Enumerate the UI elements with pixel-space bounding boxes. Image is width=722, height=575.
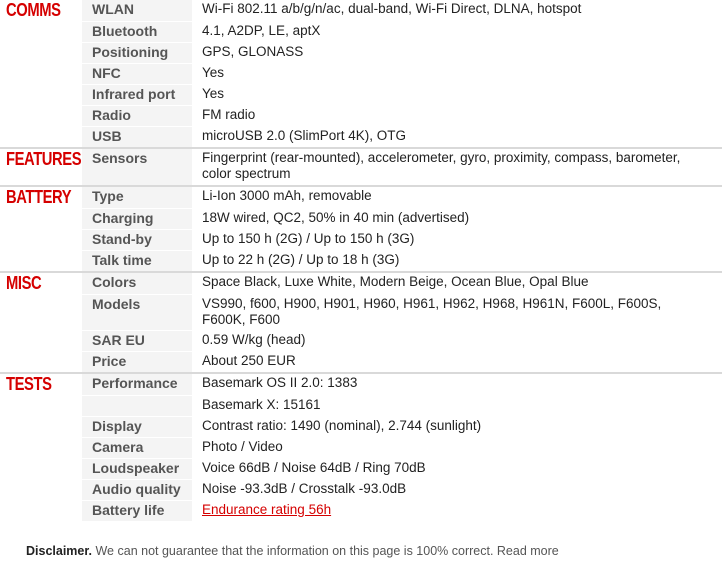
section-title: TESTS — [6, 374, 52, 394]
spec-row-models — [0, 294, 722, 330]
section-title: BATTERY — [6, 187, 72, 207]
disclaimer — [26, 544, 559, 558]
spec-value: About 250 EUR — [192, 351, 722, 372]
spec-value: Fingerprint (rear-mounted), accelerometer, gyro, proximity, compass, barometer, color spectrum — [202, 150, 681, 181]
spec-label: Price — [82, 351, 192, 372]
spec-label: Positioning — [82, 42, 192, 63]
spec-label: Audio quality — [82, 479, 192, 500]
spec-label: Talk time — [82, 250, 192, 271]
section-tests — [0, 372, 722, 521]
spec-value: Yes — [192, 84, 722, 105]
section-title: MISC — [6, 273, 42, 293]
spec-label: Display — [82, 416, 192, 437]
spec-row-standby — [0, 229, 722, 250]
spec-row-colors — [0, 273, 722, 294]
spec-value: Contrast ratio: 1490 (nominal), 2.744 (sunlight) — [192, 416, 722, 437]
spec-value: 0.59 W/kg (head) — [192, 330, 722, 351]
spec-row-sar — [0, 330, 722, 351]
spec-label: SAR EU — [82, 330, 192, 351]
spec-label: Radio — [82, 105, 192, 126]
spec-row-audio-quality — [0, 479, 722, 500]
section-features — [0, 147, 722, 185]
spec-value: 4.1, A2DP, LE, aptX — [192, 21, 722, 42]
spec-value: microUSB 2.0 (SlimPort 4K), OTG — [192, 126, 722, 147]
spec-row-bluetooth — [0, 21, 722, 42]
spec-label: Models — [82, 294, 192, 330]
spec-row-positioning — [0, 42, 722, 63]
spec-value: Photo / Video — [192, 437, 722, 458]
spec-value: VS990, f600, H900, H901, H960, H961, H962, H968, H961N, F600L, F600S, F600K, F600 — [192, 294, 722, 330]
spec-label: Colors — [82, 273, 192, 294]
spec-value: GPS, GLONASS — [192, 42, 722, 63]
endurance-rating-link[interactable]: Endurance rating 56h — [192, 500, 722, 521]
spec-row-wlan — [0, 0, 722, 21]
spec-label: WLAN — [82, 0, 192, 21]
spec-row-talktime — [0, 250, 722, 271]
spec-value: Li-Ion 3000 mAh, removable — [202, 188, 372, 203]
spec-row-infrared — [0, 84, 722, 105]
spec-value: Wi-Fi 802.11 a/b/g/n/ac, dual-band, Wi-Fi Direct, DLNA, hotspot — [202, 1, 582, 16]
spec-row-usb — [0, 126, 722, 147]
spec-label: Type — [82, 187, 192, 208]
spec-value: Basemark X: 15161 — [192, 395, 722, 416]
spec-row-loudspeaker — [0, 458, 722, 479]
read-more-link[interactable]: Read more — [496, 544, 559, 558]
spec-row-radio — [0, 105, 722, 126]
section-misc — [0, 271, 722, 372]
section-battery — [0, 185, 722, 271]
spec-value: Yes — [192, 63, 722, 84]
spec-label: Stand-by — [82, 229, 192, 250]
spec-row-nfc — [0, 63, 722, 84]
spec-row-performance — [0, 374, 722, 395]
disclaimer-text: We can not guarantee that the information on this page is 100% correct. — [92, 544, 497, 558]
spec-value: 18W wired, QC2, 50% in 40 min (advertised) — [192, 208, 722, 229]
spec-label: Performance — [82, 374, 192, 395]
spec-label: USB — [82, 126, 192, 147]
spec-row-charging — [0, 208, 722, 229]
section-comms — [0, 0, 722, 147]
section-title: COMMS — [6, 0, 61, 20]
spec-value: Up to 150 h (2G) / Up to 150 h (3G) — [192, 229, 722, 250]
spec-row-price — [0, 351, 722, 372]
spec-row-performance-2 — [0, 395, 722, 416]
spec-label — [82, 395, 192, 416]
spec-label: Sensors — [82, 149, 192, 185]
spec-row-display — [0, 416, 722, 437]
spec-label: Charging — [82, 208, 192, 229]
spec-row-battery-life — [0, 500, 722, 521]
spec-label: Battery life — [82, 500, 192, 521]
spec-value: FM radio — [192, 105, 722, 126]
disclaimer-heading: Disclaimer. — [26, 544, 93, 558]
spec-value: Voice 66dB / Noise 64dB / Ring 70dB — [192, 458, 722, 479]
spec-label: Loudspeaker — [82, 458, 192, 479]
spec-value: Up to 22 h (2G) / Up to 18 h (3G) — [192, 250, 722, 271]
spec-label: NFC — [82, 63, 192, 84]
spec-value: Noise -93.3dB / Crosstalk -93.0dB — [192, 479, 722, 500]
spec-label: Infrared port — [82, 84, 192, 105]
spec-label: Bluetooth — [82, 21, 192, 42]
spec-value: Basemark OS II 2.0: 1383 — [202, 375, 358, 390]
spec-label: Camera — [82, 437, 192, 458]
spec-row-type — [0, 187, 722, 208]
spec-row-sensors — [0, 149, 722, 185]
spec-value: Space Black, Luxe White, Modern Beige, Ocean Blue, Opal Blue — [202, 274, 589, 289]
section-title: FEATURES — [6, 149, 82, 169]
spec-row-camera — [0, 437, 722, 458]
